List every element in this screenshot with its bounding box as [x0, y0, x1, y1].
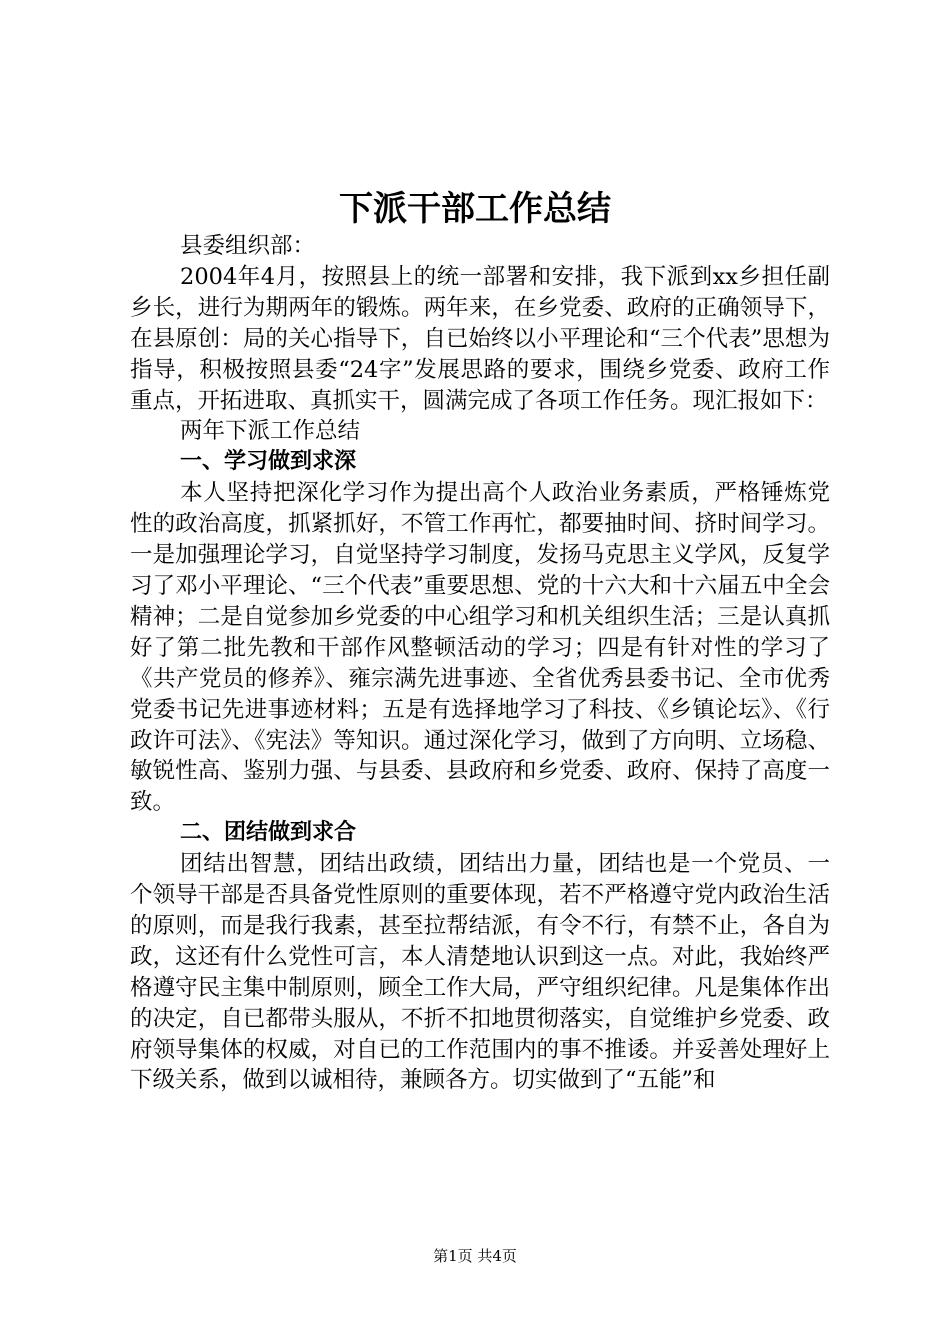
- study-paragraph: 本人坚持把深化学习作为提出高个人政治业务素质，严格锤炼党性的政治高度，抓紧抓好，不管工作再忙，都要抽时间、挤时间学习。一是加强理论学习，自觉坚持学习制度，发扬马克思主义学风，反复学习了邓小平理论、“三个代表”重要思想、党的十六大和十六届五中全会精神；二是自觉参加乡党委的中心组学习和机关组织生活；三是认真抓好了第二批先教和干部作风整顿活动的学习；四是有针对性的学习了《共产党员的修养》、雍宗满先进事迹、全省优秀县委书记、全市优秀党委书记先进事迹材料；五是有选择地学习了科技、《乡镇论坛》、《行政许可法》、《宪法》等知识。通过深化学习，做到了方向明、立场稳、敏锐性高、鉴别力强、与县委、县政府和乡党委、政府、保持了高度一致。: [130, 480, 830, 816]
- document-body: [130, 231, 830, 1096]
- salutation: 县委组织部：: [180, 233, 316, 259]
- intro-paragraph: 2004年4月，按照县上的统一部署和安排，我下派到xx乡担任副乡长，进行为期两年的锻炼。两年来，在乡党委、政府的正确领导下，在县原创：局的关心指导下，自已始终以小平理论和“三个代表”思想为指导，积极按照县委“24字”发展思路的要求，围绕乡党委、政府工作重点，开拓进取、真抓实干，圆满完成了各项工作任务。现汇报如下：: [130, 263, 830, 414]
- section-heading-study: 一、学习做到求深: [180, 449, 357, 475]
- subtitle-paragraph: 两年下派工作总结: [180, 418, 361, 445]
- page-footer: 第1页 共4页: [433, 1247, 517, 1265]
- unity-paragraph: 团结出智慧，团结出政绩，团结出力量，团结也是一个党员、一个领导干部是否具备党性原则的重要体现，若不严格遵守党内政治生活的原则，而是我行我素，甚至拉帮结派，有令不行，有禁不止，各自为政，这还有什么党性可言，本人清楚地认识到这一点。对此，我始终严格遵守民主集中制原则，顾全工作大局，严守组织纪律。凡是集体作出的决定，自已都带头服从，不折不扣地贯彻落实，自觉维护乡党委、政府领导集体的权威，对自已的工作范围内的事不推诿。并妥善处理好上下级关系，做到以诚相待，兼顾各方。切实做到了“五能”和: [130, 851, 830, 1094]
- section-heading-unity: 二、团结做到求合: [180, 820, 357, 846]
- document-title: 下派干部工作总结: [339, 189, 611, 229]
